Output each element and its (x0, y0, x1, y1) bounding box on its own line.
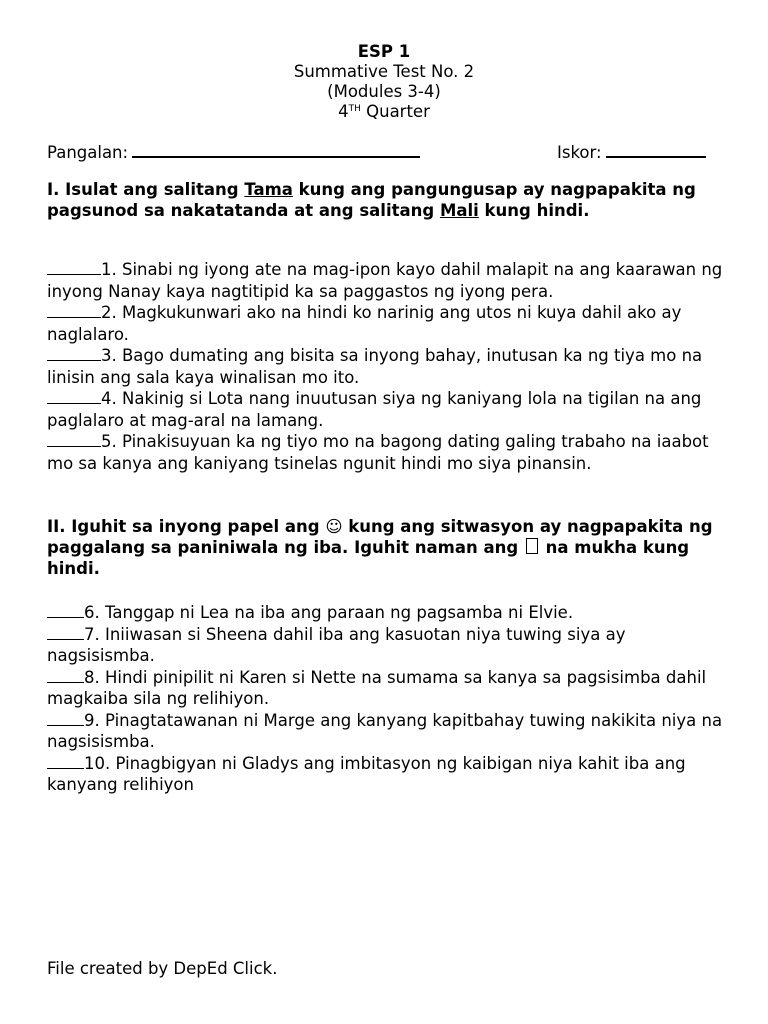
answer-blank[interactable] (47, 711, 84, 726)
question-7 (47, 624, 737, 667)
part1-word-mali: Mali (439, 201, 479, 220)
part2-items (47, 602, 737, 796)
question-2 (47, 302, 737, 345)
part2-instr-text-c: na mukha kung hindi. (47, 538, 690, 578)
answer-blank[interactable] (47, 603, 84, 618)
question-10 (47, 753, 737, 796)
question-text: 6. Tanggap ni Lea na iba ang paraan ng pagsamba ni Elvie. (84, 603, 574, 622)
name-field (47, 141, 420, 164)
answer-blank[interactable] (47, 346, 101, 361)
answer-blank[interactable] (47, 303, 101, 318)
score-blank[interactable] (606, 141, 706, 158)
part1-instructions (47, 179, 737, 221)
smiley-face-icon: ☺ (325, 517, 343, 536)
question-text: 8. Hindi pinipilit ni Karen si Nette na sumama sa kanya sa pagsisimba dahil magkaiba sila ng relihiyon. (47, 667, 707, 708)
answer-blank[interactable] (47, 754, 84, 769)
quarter-number: 4 (338, 102, 349, 121)
subject-title: ESP 1 (357, 42, 411, 61)
document-header (0, 42, 768, 122)
missing-glyph-icon (526, 538, 538, 554)
question-9 (47, 710, 737, 753)
footer-credit: File created by DepEd Click. (47, 959, 278, 978)
question-6 (47, 602, 737, 624)
part1-instr-text-b: kung ang pangungusap ay nagpapakita ng pagsunod sa nakatatanda at ang salitang (47, 180, 696, 220)
part1-instr-text-a: I. Isulat ang salitang (47, 180, 245, 199)
part2-instr-text-a: II. Iguhit sa inyong papel ang (47, 517, 326, 536)
part1-instr-text-c: kung hindi. (478, 201, 590, 220)
question-text: 9. Pinagtatawanan ni Marge ang kanyang kapitbahay tuwing nakikita niya na nagsisismba. (47, 710, 723, 751)
score-label: Iskor: (557, 143, 602, 162)
part1-items (47, 259, 737, 474)
question-text: 7. Iniiwasan si Sheena dahil iba ang kasuotan niya tuwing siya ay nagsisismba. (47, 624, 626, 665)
modules-line: (Modules 3-4) (327, 82, 441, 101)
question-text: 10. Pinagbigyan ni Gladys ang imbitasyon ng kaibigan niya kahit iba ang kanyang relihiyon (47, 753, 686, 794)
question-1 (47, 259, 737, 302)
part1-word-tama: Tama (244, 180, 293, 199)
question-text: 5. Pinakisuyuan ka ng tiyo mo na bagong dating galing trabaho na iaabot mo sa kanya ang kaniyang tsinelas ngunit hindi mo siya pinansin. (47, 432, 709, 473)
quarter-line (0, 102, 768, 122)
answer-blank[interactable] (47, 668, 84, 683)
question-8 (47, 667, 737, 710)
name-blank[interactable] (132, 141, 420, 158)
question-text: 1. Sinabi ng iyong ate na mag-ipon kayo dahil malapit na ang kaarawan ng inyong Nanay kaya nagtitipid ka sa paggastos ng iyong pera. (47, 260, 723, 301)
question-text: 4. Nakinig si Lota nang inuutusan siya ng kaniyang lola na tigilan na ang paglalaro at mag-aral na lamang. (47, 389, 702, 430)
part2-instr-text-b: kung ang sitwasyon ay nagpapakita ng paggalang sa paniniwala ng iba. Iguhit naman ang (47, 517, 713, 557)
question-3 (47, 345, 737, 388)
answer-blank[interactable] (47, 432, 101, 447)
quarter-superscript: TH (348, 104, 361, 114)
answer-blank[interactable] (47, 260, 101, 275)
question-4 (47, 388, 737, 431)
question-text: 2. Magkukunwari ako na hindi ko narinig ang utos ni kuya dahil ako ay naglalaro. (47, 303, 682, 344)
question-text: 3. Bago dumating ang bisita sa inyong bahay, inutusan ka ng tiya mo na linisin ang sala kaya winalisan mo ito. (47, 346, 703, 387)
name-label: Pangalan: (47, 143, 129, 162)
quarter-word: Quarter (366, 102, 430, 121)
question-5 (47, 431, 737, 474)
test-title: Summative Test No. 2 (293, 62, 475, 81)
answer-blank[interactable] (47, 389, 101, 404)
part2-instructions (47, 516, 737, 579)
answer-blank[interactable] (47, 625, 84, 640)
score-field (557, 141, 706, 164)
